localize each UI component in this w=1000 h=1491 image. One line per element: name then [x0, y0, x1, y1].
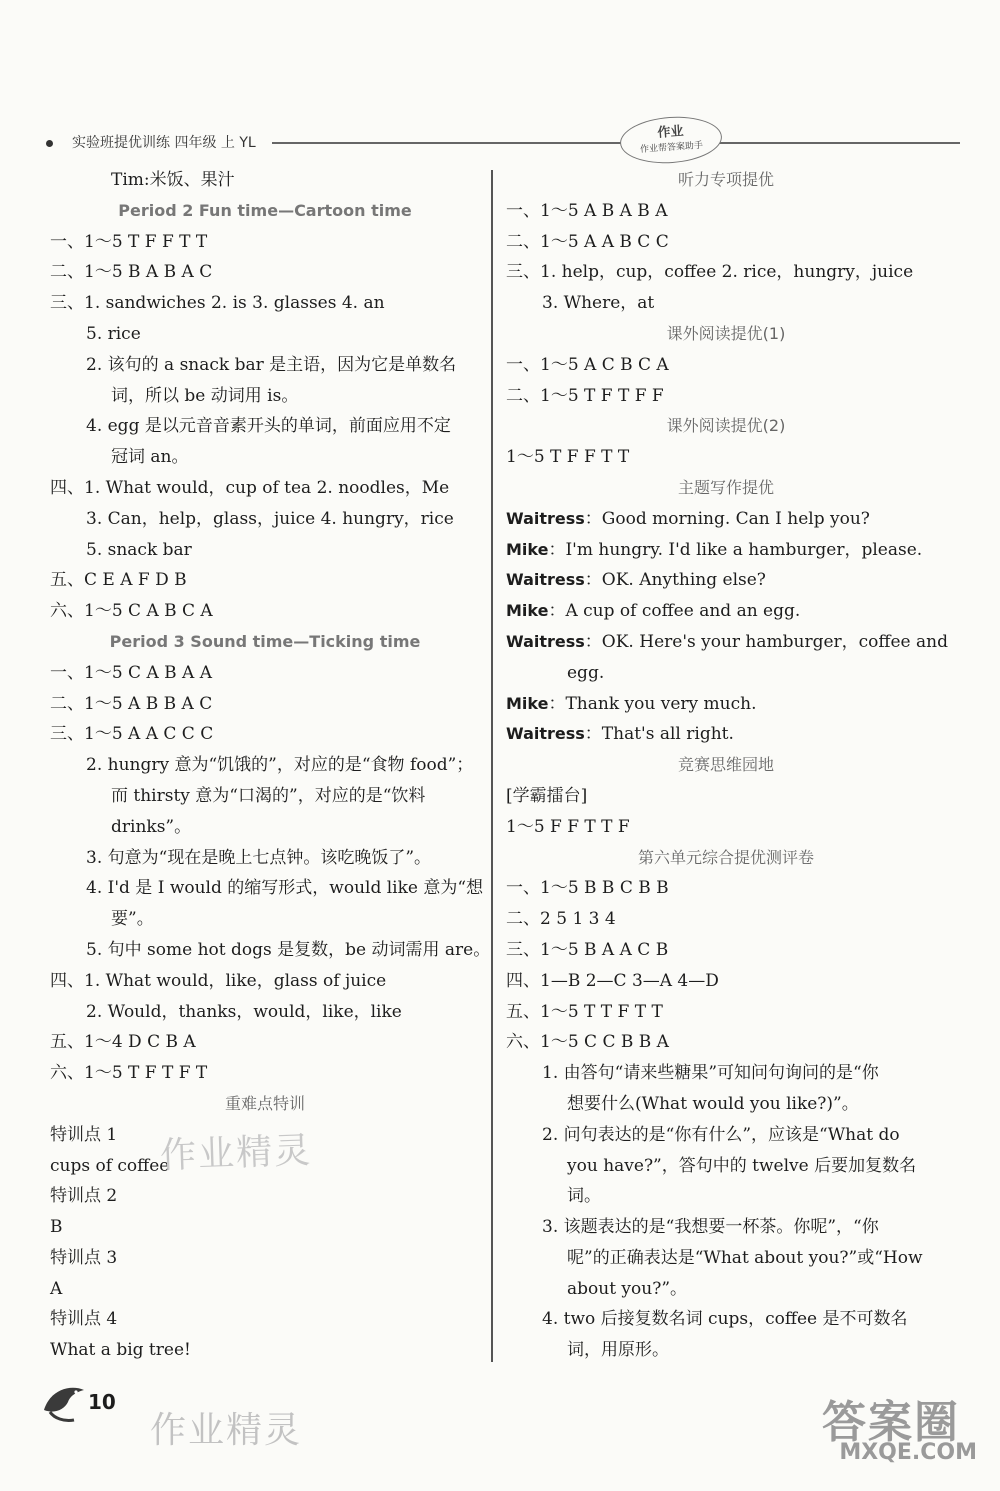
dialogue-line: [506, 565, 946, 596]
speaker-colon: ：: [548, 693, 566, 714]
answer-line: 1～5 F F T T F: [506, 816, 630, 837]
dialogue-line: [506, 596, 946, 627]
answer-line: 而 thirsty 意为“口渴的”，对应的是“饮料: [111, 785, 426, 806]
section-heading: 第六单元综合提优测评卷: [637, 847, 814, 867]
section-heading: 重难点特训: [224, 1093, 305, 1113]
answer-line: 五、C E A F D B: [50, 570, 187, 591]
answer-line: 3. Can，help，glass，juice 4. hungry，rice: [86, 508, 454, 529]
logo-title: 答案圈: [822, 1397, 960, 1448]
dialogue-line: [506, 535, 946, 566]
section-heading: 课外阅读提优(1): [666, 323, 786, 343]
speaker-colon: ：: [584, 724, 602, 745]
answer-line: 二、2 5 1 3 4: [506, 909, 616, 930]
answer-line: 4. I'd 是 I would 的缩写形式，would like 意为“想: [86, 878, 484, 899]
dialogue-line: [506, 627, 946, 658]
answer-line: 三、1. sandwiches 2. is 3. glasses 4. an: [50, 293, 385, 314]
answer-line: 五、1～5 T T F T T: [506, 1001, 663, 1022]
site-logo: [730, 1386, 985, 1476]
dialogue-line: [506, 504, 946, 535]
answer-line: A: [50, 1278, 63, 1299]
answer-line: 5. snack bar: [86, 539, 192, 560]
logo-url: MXQE.COM: [839, 1440, 977, 1465]
header-rule: [272, 142, 960, 144]
answer-line: B: [50, 1217, 63, 1238]
answer-line: 冠词 an。: [111, 447, 189, 468]
section-heading: Period 2 Fun time—Cartoon time: [118, 200, 412, 220]
answer-line: What a big tree!: [50, 1340, 191, 1361]
answer-line: 1～5 T F F T T: [506, 447, 630, 468]
answer-line: 2. hungry 意为“饥饿的”，对应的是“食物 food”；: [86, 755, 474, 776]
answer-line: 二、1～5 A A B C C: [506, 231, 669, 252]
speaker-colon: ：: [584, 631, 602, 652]
answer-line: 二、1～5 A B B A C: [50, 693, 213, 714]
answer-line: Tim:米饭、果汁: [111, 170, 235, 190]
answer-line: 一、1～5 T F F T T: [50, 231, 208, 252]
answer-line: you have?”，答句中的 twelve 后要加复数名: [567, 1155, 917, 1176]
answer-line: 5. rice: [86, 323, 141, 344]
watermark-text: 作业精灵: [159, 1130, 313, 1177]
speaker-name: Mike: [506, 601, 549, 621]
answer-line: 一、1～5 C A B A A: [50, 662, 212, 683]
answer-line: 5. 句中 some hot dogs 是复数，be 动词需用 are。: [86, 939, 491, 960]
section-heading: Period 3 Sound time—Ticking time: [109, 631, 421, 651]
speaker-name: Mike: [506, 693, 549, 713]
speaker-name: Waitress: [506, 724, 585, 744]
answer-line: 特训点 4: [50, 1309, 118, 1330]
answer-line: 特训点 2: [50, 1186, 118, 1207]
speaker-colon: ：: [548, 539, 566, 560]
dialogue-text: OK. Here's your hamburger，coffee and: [601, 631, 948, 652]
answer-line: 3. 该题表达的是“我想要一杯茶。你呢”，“你: [542, 1217, 879, 1238]
answer-line: 一、1～5 A C B C A: [506, 354, 669, 375]
answer-line: 2. 问句表达的是“你有什么”，应该是“What do: [542, 1124, 900, 1145]
answer-line: 三、1～5 A A C C C: [50, 724, 214, 745]
answer-line: 呢”的正确表达是“What about you?”或“How: [567, 1247, 923, 1268]
section-heading: 竞赛思维园地: [677, 755, 774, 775]
answer-line: 一、1～5 A B A B A: [506, 200, 668, 221]
answer-line: 词。: [567, 1186, 601, 1207]
answer-line: 3. Where，at: [542, 293, 655, 314]
answer-line: egg.: [567, 662, 605, 683]
answer-line: 特训点 1: [50, 1124, 118, 1145]
homework-stamp: [619, 113, 724, 166]
answer-line: 四、1. What would，like，glass of juice: [50, 970, 387, 991]
right-column: [506, 165, 946, 1366]
answer-line: about you?”。: [567, 1278, 688, 1299]
speaker-colon: ：: [584, 570, 602, 591]
answer-line: 三、1. help，cup，coffee 2. rice，hungry，juice: [506, 262, 914, 283]
column-divider: [491, 170, 493, 1362]
answer-line: drinks”。: [111, 816, 192, 837]
answer-line: 四、1. What would，cup of tea 2. noodles，Me: [50, 477, 450, 498]
dialogue-text: I'm hungry. I'd like a hamburger，please.: [565, 539, 923, 560]
speaker-name: Waitress: [506, 508, 585, 528]
answer-line: 六、1～5 C A B C A: [50, 601, 213, 622]
answer-line: [学霸擂台]: [506, 785, 588, 806]
page-header: [40, 128, 960, 158]
left-column: [50, 165, 491, 1366]
speaker-colon: ：: [548, 601, 566, 622]
dolphin-icon: [40, 1380, 88, 1424]
answer-line: 2. 该句的 a snack bar 是主语，因为它是单数名: [86, 354, 457, 375]
dialogue-text: Thank you very much.: [565, 693, 757, 714]
section-heading: 主题写作提优: [677, 477, 774, 497]
footer-watermark: 作业精灵: [150, 1410, 303, 1451]
speaker-colon: ：: [584, 508, 602, 529]
answer-line: 六、1～5 T F T F T: [50, 1063, 208, 1084]
dialogue-text: That's all right.: [601, 724, 734, 745]
stamp-title: 作业: [656, 124, 684, 141]
section-heading: 听力专项提优: [677, 170, 774, 189]
dialogue-line: [506, 689, 946, 720]
section-heading: 课外阅读提优(2): [666, 416, 786, 436]
answer-line: 4. egg 是以元音音素开头的单词，前面应用不定: [86, 416, 451, 437]
answer-line: 1. 由答句“请来些糖果”可知问句询问的是“你: [542, 1063, 879, 1084]
stamp-subtitle: 作业帮答案助手: [639, 140, 704, 156]
answer-line: 词，用原形。: [567, 1340, 669, 1361]
answer-line: 要”。: [111, 909, 154, 930]
dialogue-text: A cup of coffee and an egg.: [565, 601, 801, 622]
speaker-name: Waitress: [506, 570, 585, 590]
answer-line: 六、1～5 C C B B A: [506, 1032, 669, 1053]
answer-line: cups of coffee: [50, 1155, 170, 1176]
speaker-name: Waitress: [506, 631, 585, 651]
dialogue-line: [506, 719, 946, 750]
answer-line: 一、1～5 B B C B B: [506, 878, 669, 899]
bullet-dot: [46, 140, 53, 147]
answer-line: 五、1～4 D C B A: [50, 1032, 196, 1053]
answer-line: 二、1～5 B A B A C: [50, 262, 213, 283]
answer-line: 三、1～5 B A A C B: [506, 939, 669, 960]
answer-line: 3. 句意为“现在是晚上七点钟。该吃晚饭了”。: [86, 847, 432, 868]
page-number: 10: [88, 1390, 116, 1414]
answer-line: 词，所以 be 动词用 is。: [111, 385, 299, 406]
answer-line: 想要什么(What would you like?)”。: [567, 1093, 859, 1114]
answer-line: 4. two 后接复数名词 cups，coffee 是不可数名: [542, 1309, 908, 1330]
answer-line: 2. Would，thanks，would，like，like: [86, 1001, 402, 1022]
answer-line: 二、1～5 T F T F F: [506, 385, 664, 406]
answer-line: 四、1—B 2—C 3—A 4—D: [506, 970, 719, 991]
book-title: 实验班提优训练 四年级 上 YL: [72, 135, 256, 151]
dialogue-text: Good morning. Can I help you?: [601, 508, 870, 529]
speaker-name: Mike: [506, 539, 549, 559]
answer-line: 特训点 3: [50, 1247, 118, 1268]
dialogue-text: OK. Anything else?: [601, 570, 766, 591]
